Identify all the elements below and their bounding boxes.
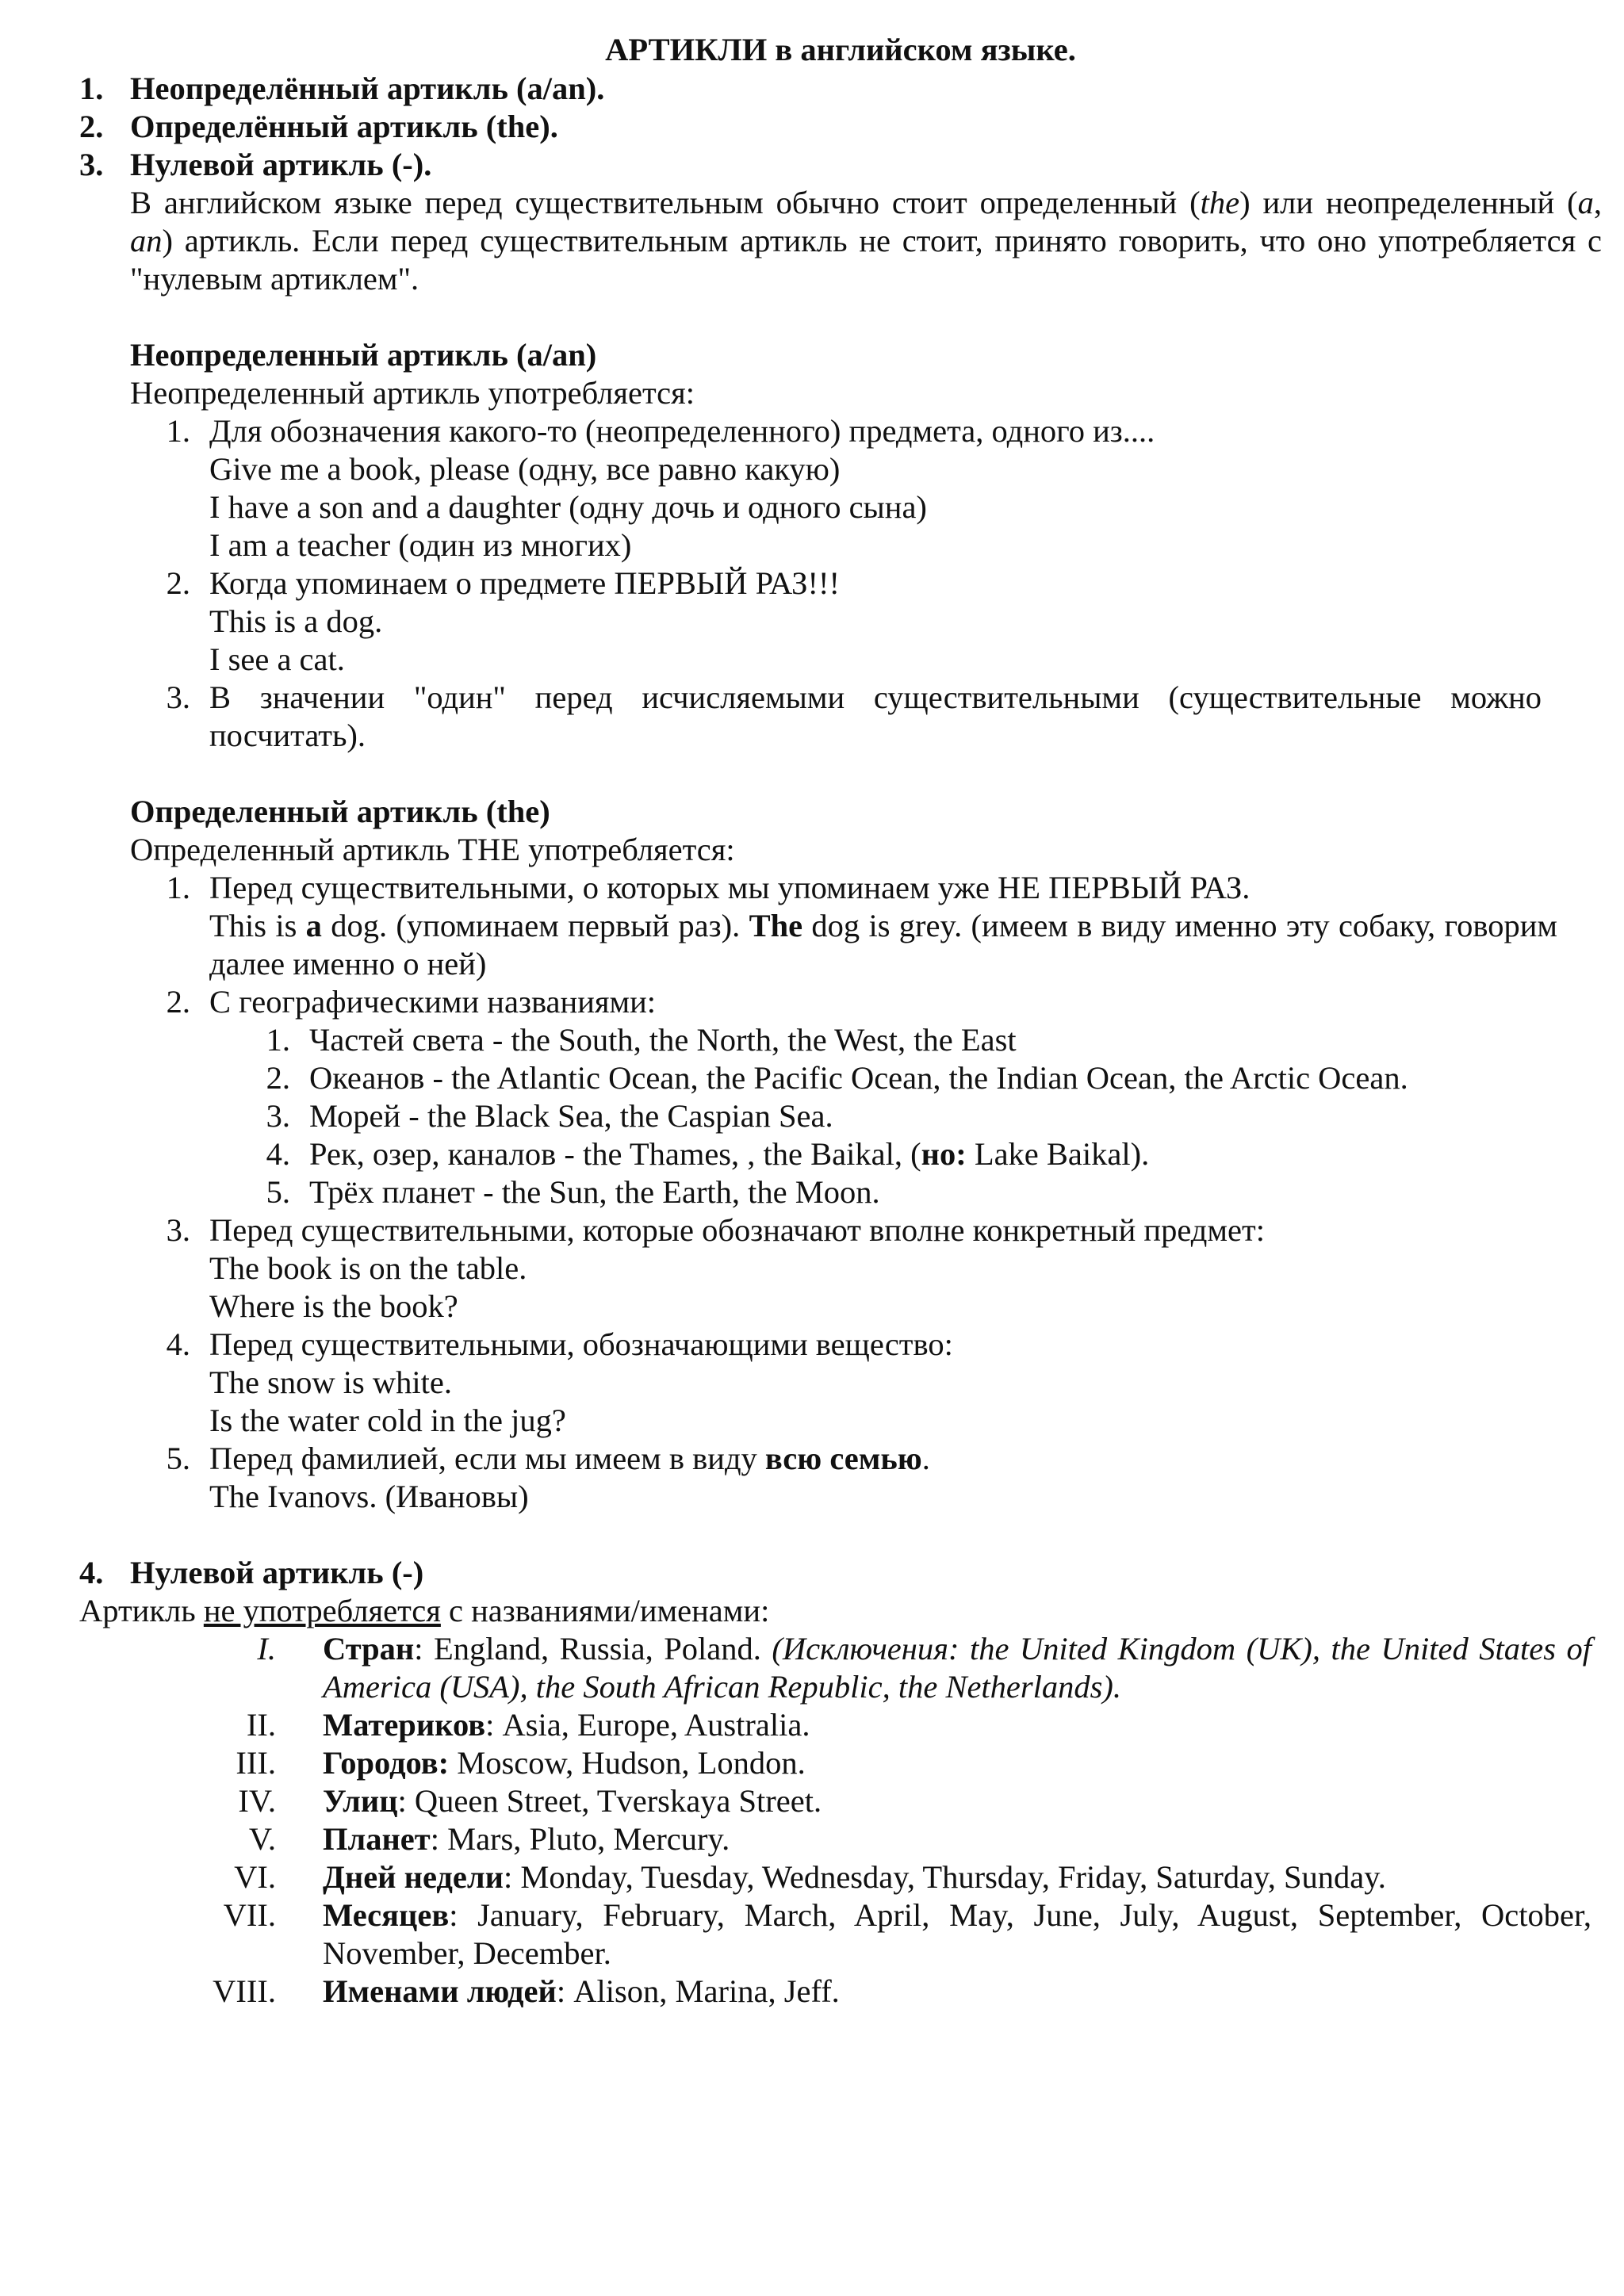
indefinite-article-section xyxy=(79,336,1602,412)
intro-paragraph: В английском языке перед существительным обычно стоит определенный (the) или неопределенный (a, an) артикль. Если перед существительным артикль не стоит, принято говорить, что оно употребляется с "нулевым артиклем". xyxy=(130,185,1602,297)
toc-item xyxy=(79,108,1602,146)
section-heading: Определенный артикль (the) xyxy=(130,794,550,829)
list-item: 3. Морей - the Black Sea, the Caspian Sea. xyxy=(266,1098,833,1134)
geographic-names-sublist xyxy=(79,1021,1602,1211)
indefinite-rules-list xyxy=(79,412,1602,755)
page-title: АРТИКЛИ в английском языке. xyxy=(605,32,1076,67)
section-lead: Неопределенный артикль употребляется: xyxy=(130,375,695,411)
section-lead: Определенный артикль THE употребляется: xyxy=(130,832,735,867)
toc-item-text: Неопределённый артикль (a/an). xyxy=(130,71,605,106)
zero-article-list xyxy=(79,1630,1602,2011)
zero-article-lead: Артикль не употребляется с названиями/именами: xyxy=(79,1593,770,1628)
list-item: 2. С географическими названиями: xyxy=(166,984,657,1020)
toc-item-number: 2. xyxy=(79,109,104,144)
list-item: 3. В значении "один" перед исчисляемыми существительными (существительные можно посчитать). xyxy=(166,679,1542,753)
list-item: 3. Перед существительными, которые обозначают вполне конкретный предмет: The book is on the table. Where is the book? xyxy=(166,1212,1265,1324)
toc-list xyxy=(79,70,1602,184)
list-item: 1. Для обозначения какого-то (неопределенного) предмета, одного из.... Give me a book, please (одну, все равно какую) I have a son and a daughter (одну дочь и одного сына) I am a teacher (один из многих) xyxy=(166,413,1155,563)
list-item: 2. Когда упоминаем о предмете ПЕРВЫЙ РАЗ!!! This is a dog. I see a cat. xyxy=(166,565,840,677)
definite-rules-list xyxy=(79,869,1602,1516)
document-page xyxy=(79,30,1602,2011)
zero-article-heading: 4. Нулевой артикль (-) xyxy=(79,1555,424,1590)
list-item: III. Городов: Moscow, Hudson, London. xyxy=(236,1745,806,1781)
list-item: 2. Океанов - the Atlantic Ocean, the Pacific Ocean, the Indian Ocean, the Arctic Ocean. xyxy=(266,1060,1408,1096)
list-item: I. Стран: England, Russia, Poland. (Исключения: the United Kingdom (UK), the United States of America (USA), the South African Republic, the Netherlands). xyxy=(257,1631,1591,1705)
list-item: 4. Рек, озер, каналов - the Thames, , the Baikal, (но: Lake Baikal). xyxy=(266,1136,1150,1172)
list-item: 5. Трёх планет - the Sun, the Earth, the Moon. xyxy=(266,1174,880,1210)
list-item: VI. Дней недели: Monday, Tuesday, Wednesday, Thursday, Friday, Saturday, Sunday. xyxy=(234,1859,1386,1895)
toc-item-number: 1. xyxy=(79,71,104,106)
toc-item xyxy=(79,70,1602,108)
toc-item xyxy=(79,146,1602,184)
list-item: 1. Перед существительными, о которых мы упоминаем уже НЕ ПЕРВЫЙ РАЗ. This is a dog. (упоминаем первый раз). The dog is grey. (имеем в виду именно эту собаку, говорим далее именно о ней) xyxy=(166,870,1558,982)
list-item: 4. Перед существительными, обозначающими вещество: The snow is white. Is the water cold in the jug? xyxy=(166,1326,953,1438)
list-item: II. Материков: Asia, Europe, Australia. xyxy=(246,1707,810,1743)
list-item: VIII. Именами людей: Alison, Marina, Jeff. xyxy=(213,1973,840,2009)
list-item: 5. Перед фамилией, если мы имеем в виду всю семью. The Ivanovs. (Ивановы) xyxy=(166,1441,930,1514)
toc-item-number: 3. xyxy=(79,147,104,182)
list-item: IV. Улиц: Queen Street, Tverskaya Street. xyxy=(238,1783,822,1819)
toc-item-text: Определённый артикль (the). xyxy=(130,109,558,144)
toc-item-text: Нулевой артикль (-). xyxy=(130,147,432,182)
section-heading: Неопределенный артикль (a/an) xyxy=(130,337,597,373)
list-item: V. Планет: Mars, Pluto, Mercury. xyxy=(248,1821,730,1857)
definite-article-section xyxy=(79,793,1602,869)
list-item: VII. Месяцев: January, February, March, April, May, June, July, August, September, October, November, December. xyxy=(223,1897,1591,1971)
list-item: 1. Частей света - the South, the North, the West, the East xyxy=(266,1022,1017,1058)
